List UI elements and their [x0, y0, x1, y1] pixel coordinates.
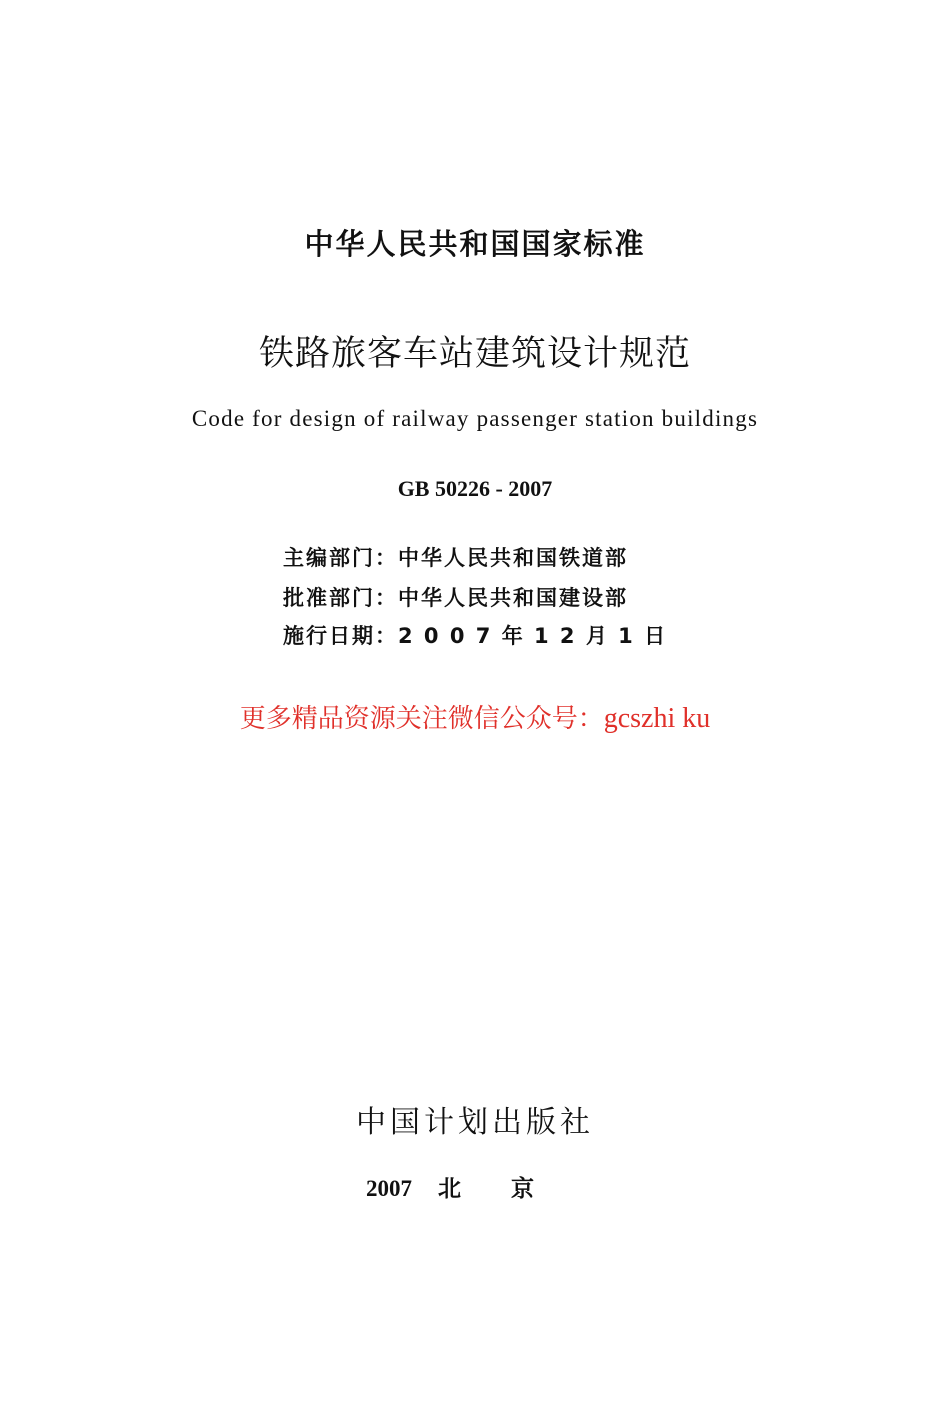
document-title-cn: 铁路旅客车站建筑设计规范	[258, 334, 691, 374]
standard-code: GB 50226 - 2007	[397, 476, 553, 501]
imprint	[0, 1170, 950, 1203]
imprint-city: 北京	[438, 1176, 584, 1202]
publisher-name: 中国计划出版社	[356, 1105, 594, 1140]
wechat-notice	[0, 698, 950, 735]
wechat-account-id: gcszhi ku	[603, 703, 711, 734]
document-title-en: Code for design of railway passenger station buildings	[191, 406, 759, 431]
imprint-year: 2007	[366, 1176, 412, 1201]
approving-department: 批准部门：中华人民共和国建设部	[283, 586, 628, 610]
standard-series-heading: 中华人民共和国国家标准	[304, 227, 646, 261]
editing-department: 主编部门：中华人民共和国铁道部	[283, 546, 628, 570]
wechat-notice-text: 更多精品资源关注微信公众号：	[239, 704, 604, 734]
effective-date: 施行日期：2 0 0 7 年 1 2 月 1 日	[283, 624, 668, 648]
